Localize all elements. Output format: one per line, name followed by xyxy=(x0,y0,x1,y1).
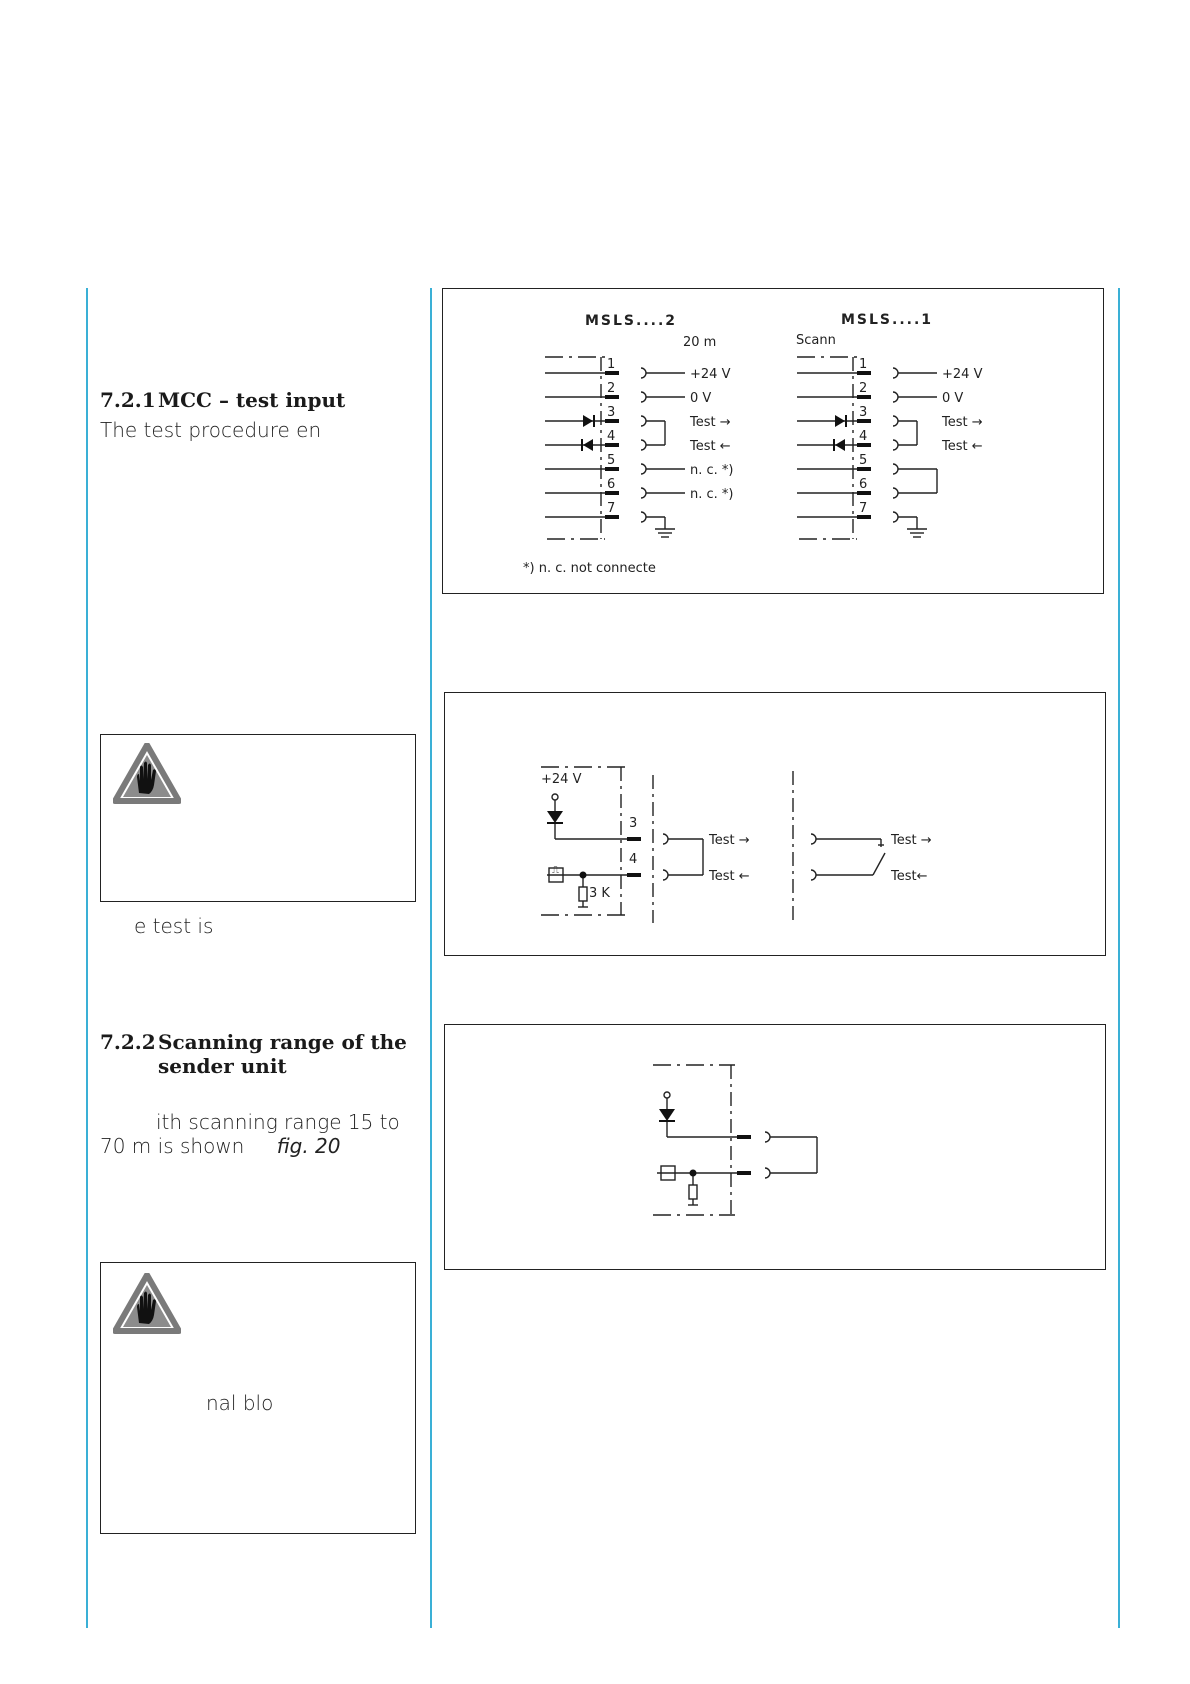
left-label-nc-5: n. c. *) xyxy=(690,463,734,478)
right-pin-1: 1 xyxy=(859,357,868,372)
figure-test-circuit xyxy=(444,692,1106,956)
right-label-test-in: Test ← xyxy=(942,439,983,454)
right-label-test-out: Test → xyxy=(942,415,983,430)
right-pin-4: 4 xyxy=(859,429,868,444)
circuit-right-test-in: Test← xyxy=(891,869,928,884)
column-divider-rule xyxy=(430,288,432,1628)
section-721-heading xyxy=(100,388,420,412)
left-pin-5: 5 xyxy=(607,453,616,468)
right-margin-rule xyxy=(1118,288,1120,1628)
left-pin-1: 1 xyxy=(607,357,616,372)
circuit-right-test-out: Test → xyxy=(891,833,932,848)
jumper-circuit-diagram xyxy=(445,1025,1105,1269)
stop-hand-warning-icon xyxy=(113,743,181,805)
right-pin-5: 5 xyxy=(859,453,868,468)
figure-jumper-circuit xyxy=(444,1024,1106,1270)
warning-1-fragment: e test is xyxy=(134,914,214,938)
left-label-test-out: Test → xyxy=(690,415,731,430)
right-label-0v: 0 V xyxy=(942,391,964,406)
section-722-number: 7.2.2 xyxy=(100,1030,156,1054)
left-pin-6: 6 xyxy=(607,477,616,492)
right-label-24v: +24 V xyxy=(942,367,983,382)
left-label-0v: 0 V xyxy=(690,391,712,406)
circuit-left-test-out: Test → xyxy=(709,833,750,848)
section-721-number: 7.2.1 xyxy=(100,388,156,412)
right-pin-3: 3 xyxy=(859,405,868,420)
circuit-pin-3: 3 xyxy=(629,816,638,831)
connector-diagram xyxy=(443,289,1103,593)
schmitt-trigger-icon: ⎍ xyxy=(552,865,559,876)
section-722-heading xyxy=(100,1030,420,1078)
right-pin-2: 2 xyxy=(859,381,868,396)
left-connector-title: MSLS....2 xyxy=(585,313,678,329)
figure-connector-pinout xyxy=(442,288,1104,594)
section-722-text-line2a: 70 m is shown xyxy=(100,1134,245,1158)
section-722-text-line1: ith scanning range 15 to xyxy=(156,1110,400,1134)
warning-2-fragment: nal blo xyxy=(206,1391,274,1415)
left-label-24v: +24 V xyxy=(690,367,731,382)
section-722-text-line2 xyxy=(100,1134,341,1158)
left-pin-4: 4 xyxy=(607,429,616,444)
left-margin-rule xyxy=(86,288,88,1628)
left-label-test-in: Test ← xyxy=(690,439,731,454)
section-721-text: The test procedure en xyxy=(100,418,322,442)
circuit-supply-label: +24 V xyxy=(541,772,582,787)
connector-footnote: *) n. c. not connecte xyxy=(523,561,656,576)
warning-box-2 xyxy=(100,1262,416,1534)
left-pin-2: 2 xyxy=(607,381,616,396)
right-connector-subtitle: Scann xyxy=(796,333,836,348)
section-722-title-line2: sender unit xyxy=(158,1054,287,1078)
left-pin-3: 3 xyxy=(607,405,616,420)
right-pin-7: 7 xyxy=(859,501,868,516)
stop-hand-warning-icon xyxy=(113,1273,181,1335)
section-722-title-line1: Scanning range of the xyxy=(158,1030,407,1054)
right-pin-6: 6 xyxy=(859,477,868,492)
left-pin-7: 7 xyxy=(607,501,616,516)
test-circuit-diagram xyxy=(445,693,1105,955)
left-connector-subtitle: 20 m xyxy=(683,335,717,350)
circuit-pin-4: 4 xyxy=(629,852,638,867)
warning-box-1 xyxy=(100,734,416,902)
right-connector-title: MSLS....1 xyxy=(841,312,934,328)
left-label-nc-6: n. c. *) xyxy=(690,487,734,502)
figure-reference-link: fig. 20 xyxy=(276,1134,341,1158)
circuit-resistor-label: 3 K xyxy=(589,886,610,901)
circuit-left-test-in: Test ← xyxy=(709,869,750,884)
section-721-title: MCC – test input xyxy=(158,388,346,412)
